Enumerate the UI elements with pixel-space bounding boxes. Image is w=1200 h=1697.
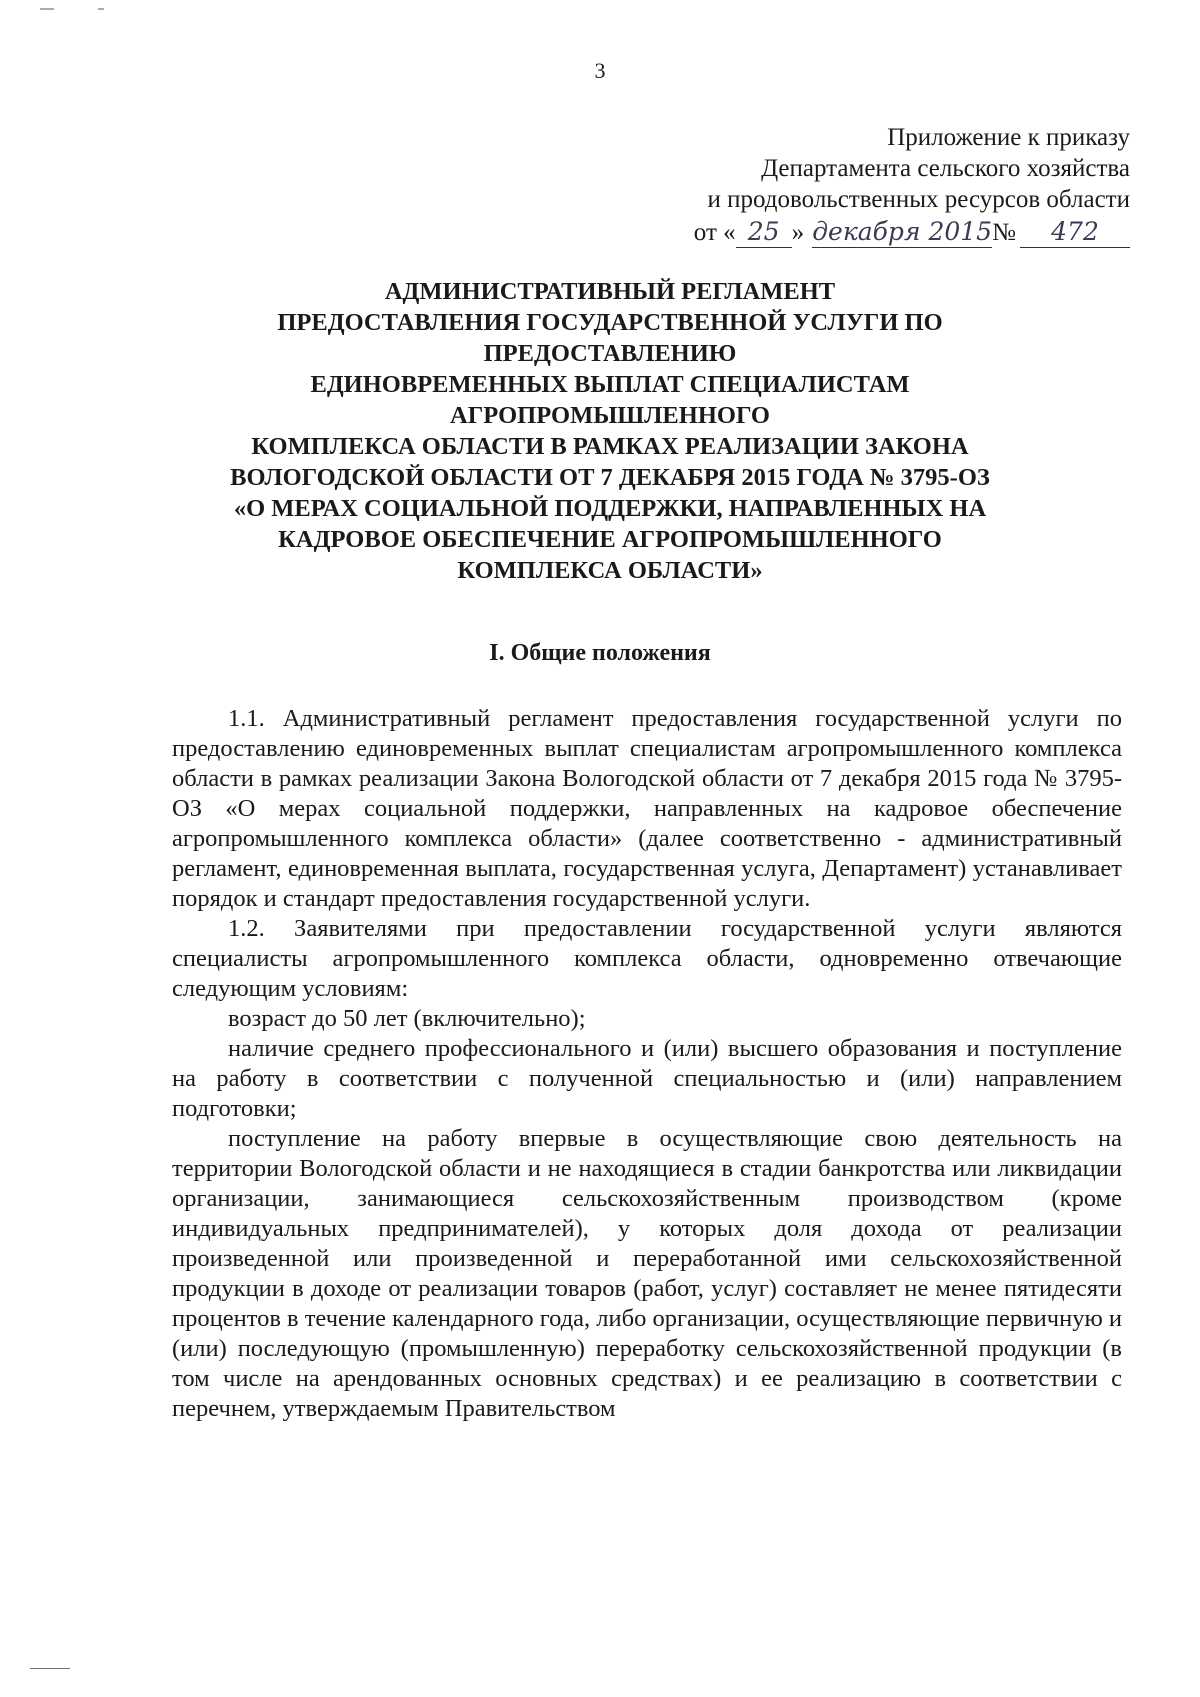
body-text [172, 704, 1122, 1424]
paragraph: 1.2. Заявителями при предоставлении государственной услуги являются специалисты агропромышленного комплекса области, одновременно отвечающие следующим условиям: [172, 915, 1122, 1002]
title-line: ВОЛОГОДСКОЙ ОБЛАСТИ ОТ 7 ДЕКАБРЯ 2015 ГОДА № 3795-ОЗ [230, 464, 990, 491]
paragraph: 1.1. Административный регламент предоставления государственной услуги по предоставлению единовременных выплат специалистам агропромышленного комплекса области в рамках реализации Закона Вологодской области от 7 декабря 2015 года № 3795-ОЗ «О мерах социальной поддержки, направленных на кадровое обеспечение агропромышленного комплекса области» (далее соответственно - административный регламент, единовременная выплата, государственная услуга, Департамент) устанавливает порядок и стандарт предоставления государственной услуги. [172, 705, 1122, 912]
from-label: от « [693, 219, 736, 246]
title-line: АГРОПРОМЫШЛЕННОГО [450, 402, 770, 429]
title-line: ПРЕДОСТАВЛЕНИЮ [483, 340, 737, 367]
title-line: ЕДИНОВРЕМЕННЫХ ВЫПЛАТ СПЕЦИАЛИСТАМ [310, 371, 910, 398]
handwritten-month-year: декабря 2015 [812, 217, 993, 246]
title-line: ПРЕДОСТАВЛЕНИЯ ГОСУДАРСТВЕННОЙ УСЛУГИ ПО [277, 309, 943, 336]
handwritten-order-number: 472 [1020, 217, 1130, 248]
scan-artifact [40, 8, 54, 10]
approval-line: Приложение к приказу [887, 124, 1130, 151]
title-line: КОМПЛЕКСА ОБЛАСТИ В РАМКАХ РЕАЛИЗАЦИИ ЗАКОНА [251, 433, 969, 460]
footer-rule [30, 1668, 70, 1669]
quote-close: » [791, 219, 805, 246]
number-label: № [992, 219, 1016, 246]
paragraph: поступление на работу впервые в осуществляющие свою деятельность на территории Вологодской области и не находящиеся в стадии банкротства или ликвидации организации, занимающиеся сельскохозяйственным производством (кроме индивидуальных предпринимателей), у которых доля дохода от реализации произведенной или произведенной и переработанной ими сельскохозяйственной продукции в доходе от реализации товаров (работ, услуг) составляет не менее пятидесяти процентов в течение календарного года, либо организации, осуществляющие первичную и (или) последующую (промышленную) переработку сельскохозяйственной продукции (в том числе на арендованных основных средствах) и ее реализацию в соответствии с перечнем, утверждаемым Правительством [172, 1125, 1122, 1422]
paragraph: наличие среднего профессионального и (или) высшего образования и поступление на работу в соответствии с полученной специальностью и (или) направлением подготовки; [172, 1035, 1122, 1122]
order-date-number [694, 217, 1130, 248]
approval-line: Департамента сельского хозяйства [761, 155, 1130, 182]
paragraph: возраст до 50 лет (включительно); [228, 1005, 586, 1032]
title-line: КОМПЛЕКСА ОБЛАСТИ» [457, 557, 763, 584]
approval-line: и продовольственных ресурсов области [707, 186, 1130, 213]
title-line: «О МЕРАХ СОЦИАЛЬНОЙ ПОДДЕРЖКИ, НАПРАВЛЕННЫХ НА [233, 495, 987, 522]
page-number: 3 [594, 58, 606, 83]
handwritten-day: 25 [736, 217, 792, 248]
section-heading: I. Общие положения [489, 640, 711, 666]
approval-block [694, 122, 1130, 248]
document-title [170, 276, 1050, 586]
title-line: КАДРОВОЕ ОБЕСПЕЧЕНИЕ АГРОПРОМЫШЛЕННОГО [278, 526, 942, 553]
scan-artifact [98, 8, 104, 10]
title-line: АДМИНИСТРАТИВНЫЙ РЕГЛАМЕНТ [384, 278, 836, 305]
